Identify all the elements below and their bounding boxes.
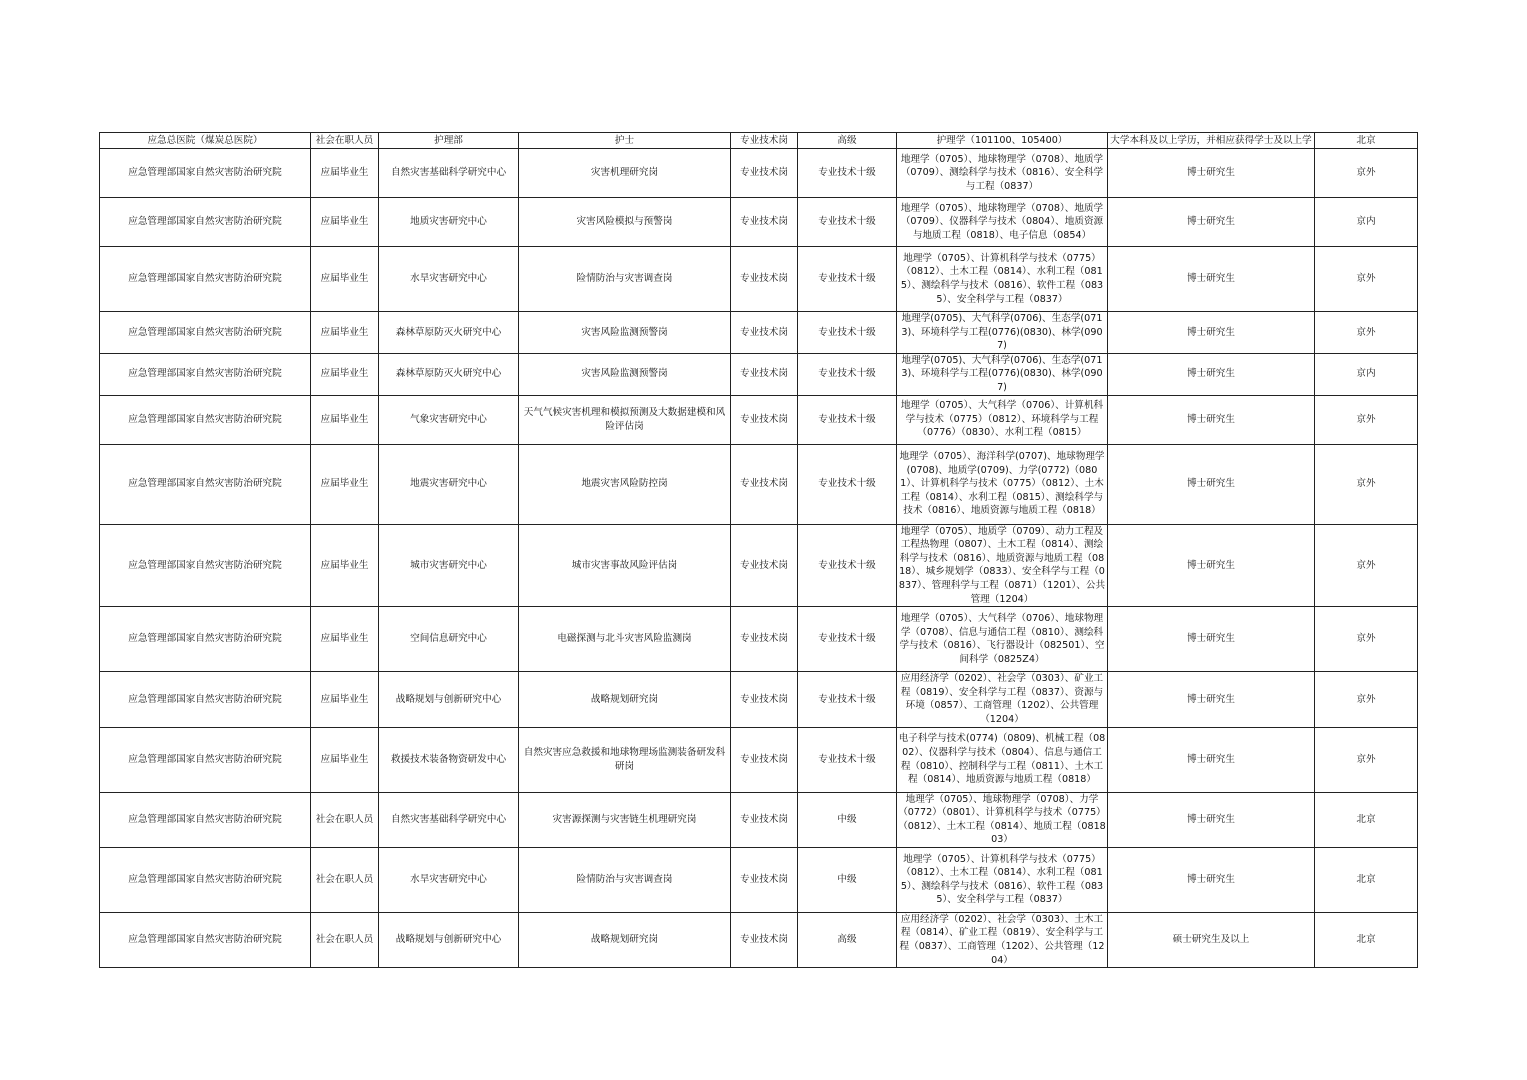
cell-post-category: 专业技术岗 bbox=[731, 912, 798, 967]
cell-education: 博士研究生 bbox=[1108, 198, 1315, 247]
cell-major: 地理学（0705）、大气科学（0706）、计算机科学与技术（0775）（0812）、环境科学与工程（0776）（0830）、水利工程（0815） bbox=[897, 395, 1108, 444]
cell-department: 地质灾害研究中心 bbox=[379, 198, 519, 247]
cell-education: 博士研究生 bbox=[1108, 149, 1315, 198]
cell-position: 电磁探测与北斗灾害风险监测岗 bbox=[519, 607, 731, 672]
cell-location: 北京 bbox=[1315, 133, 1418, 149]
cell-education: 博士研究生 bbox=[1108, 672, 1315, 727]
cell-department: 自然灾害基础科学研究中心 bbox=[379, 149, 519, 198]
cell-candidate-type: 应届毕业生 bbox=[311, 607, 379, 672]
cell-unit: 应急管理部国家自然灾害防治研究院 bbox=[100, 672, 311, 727]
cell-post-category: 专业技术岗 bbox=[731, 524, 798, 607]
cell-candidate-type: 应届毕业生 bbox=[311, 524, 379, 607]
table-row bbox=[100, 607, 1418, 672]
cell-department: 水旱灾害研究中心 bbox=[379, 847, 519, 912]
cell-candidate-type: 应届毕业生 bbox=[311, 312, 379, 354]
cell-major: 地理学（0705）、地球物理学（0708）、地质学（0709）、仪器科学与技术（0804）、地质资源与地质工程（0818）、电子信息（0854） bbox=[897, 198, 1108, 247]
cell-post-category: 专业技术岗 bbox=[731, 312, 798, 354]
cell-candidate-type: 应届毕业生 bbox=[311, 395, 379, 444]
cell-location: 京外 bbox=[1315, 524, 1418, 607]
cell-major: 地理学(0705)、大气科学(0706)、生态学(0713)、环境科学与工程(0776)(0830)、林学(0907) bbox=[897, 312, 1108, 354]
table-row bbox=[100, 792, 1418, 847]
cell-position: 灾害风险监测预警岗 bbox=[519, 312, 731, 354]
cell-major: 应用经济学（0202）、社会学（0303）、土木工程（0814）、矿业工程（0819）、安全科学与工程（0837）、工商管理（1202）、公共管理（1204） bbox=[897, 912, 1108, 967]
table-row bbox=[100, 847, 1418, 912]
cell-education: 大学本科及以上学历，并相应获得学士及以上学 bbox=[1108, 133, 1315, 149]
table-row bbox=[100, 149, 1418, 198]
cell-major: 地理学（0705）、海洋科学(0707)、地球物理学(0708)、地质学(0709)、力学(0772)（0801）、计算机科学与技术（0775）（0812）、土木工程（0814）、水利工程（0815）、测绘科学与技术（0816）、地质资源与地质工程（0818） bbox=[897, 444, 1108, 524]
table-row bbox=[100, 247, 1418, 312]
cell-post-level: 专业技术十级 bbox=[798, 672, 897, 727]
cell-unit: 应急管理部国家自然灾害防治研究院 bbox=[100, 607, 311, 672]
cell-candidate-type: 应届毕业生 bbox=[311, 149, 379, 198]
cell-position: 自然灾害应急救援和地球物理场监测装备研发科研岗 bbox=[519, 727, 731, 792]
cell-position: 地震灾害风险防控岗 bbox=[519, 444, 731, 524]
cell-post-category: 专业技术岗 bbox=[731, 847, 798, 912]
cell-post-category: 专业技术岗 bbox=[731, 198, 798, 247]
cell-major: 护理学（101100、105400） bbox=[897, 133, 1108, 149]
cell-candidate-type: 社会在职人员 bbox=[311, 847, 379, 912]
cell-post-level: 高级 bbox=[798, 912, 897, 967]
cell-major: 地理学（0705）、地球物理学（0708）、力学（0772）（0801）、计算机科学与技术（0775）（0812）、土木工程（0814）、地质工程（081803） bbox=[897, 792, 1108, 847]
cell-unit: 应急管理部国家自然灾害防治研究院 bbox=[100, 444, 311, 524]
cell-post-category: 专业技术岗 bbox=[731, 247, 798, 312]
table-row bbox=[100, 444, 1418, 524]
cell-department: 救援技术装备物资研发中心 bbox=[379, 727, 519, 792]
cell-post-level: 专业技术十级 bbox=[798, 607, 897, 672]
cell-department: 护理部 bbox=[379, 133, 519, 149]
cell-post-category: 专业技术岗 bbox=[731, 672, 798, 727]
cell-position: 战略规划研究岗 bbox=[519, 912, 731, 967]
cell-education: 博士研究生 bbox=[1108, 727, 1315, 792]
cell-post-category: 专业技术岗 bbox=[731, 444, 798, 524]
cell-location: 北京 bbox=[1315, 792, 1418, 847]
cell-position: 灾害风险模拟与预警岗 bbox=[519, 198, 731, 247]
cell-unit: 应急管理部国家自然灾害防治研究院 bbox=[100, 312, 311, 354]
table-row bbox=[100, 912, 1418, 967]
cell-education: 博士研究生 bbox=[1108, 607, 1315, 672]
cell-post-level: 专业技术十级 bbox=[798, 395, 897, 444]
cell-candidate-type: 应届毕业生 bbox=[311, 198, 379, 247]
cell-post-category: 专业技术岗 bbox=[731, 133, 798, 149]
cell-unit: 应急管理部国家自然灾害防治研究院 bbox=[100, 353, 311, 395]
cell-location: 京外 bbox=[1315, 312, 1418, 354]
cell-location: 京外 bbox=[1315, 672, 1418, 727]
cell-position: 护士 bbox=[519, 133, 731, 149]
cell-department: 自然灾害基础科学研究中心 bbox=[379, 792, 519, 847]
cell-candidate-type: 社会在职人员 bbox=[311, 792, 379, 847]
cell-location: 京内 bbox=[1315, 198, 1418, 247]
cell-candidate-type: 应届毕业生 bbox=[311, 727, 379, 792]
cell-unit: 应急管理部国家自然灾害防治研究院 bbox=[100, 912, 311, 967]
cell-post-category: 专业技术岗 bbox=[731, 792, 798, 847]
cell-candidate-type: 应届毕业生 bbox=[311, 444, 379, 524]
table-body bbox=[100, 133, 1418, 968]
cell-unit: 应急管理部国家自然灾害防治研究院 bbox=[100, 395, 311, 444]
cell-position: 城市灾害事故风险评估岗 bbox=[519, 524, 731, 607]
cell-location: 京外 bbox=[1315, 727, 1418, 792]
cell-major: 应用经济学（0202）、社会学（0303）、矿业工程（0819）、安全科学与工程（0837）、资源与环境（0857）、工商管理（1202）、公共管理（1204） bbox=[897, 672, 1108, 727]
cell-department: 森林草原防灭火研究中心 bbox=[379, 312, 519, 354]
cell-position: 灾害风险监测预警岗 bbox=[519, 353, 731, 395]
cell-post-level: 专业技术十级 bbox=[798, 247, 897, 312]
cell-candidate-type: 应届毕业生 bbox=[311, 353, 379, 395]
cell-position: 灾害源探测与灾害链生机理研究岗 bbox=[519, 792, 731, 847]
cell-major: 地理学（0705）、计算机科学与技术（0775）（0812）、土木工程（0814）、水利工程（0815）、测绘科学与技术（0816）、软件工程（0835）、安全科学与工程（0837） bbox=[897, 247, 1108, 312]
cell-post-level: 专业技术十级 bbox=[798, 312, 897, 354]
cell-location: 北京 bbox=[1315, 847, 1418, 912]
cell-unit: 应急管理部国家自然灾害防治研究院 bbox=[100, 247, 311, 312]
cell-unit: 应急管理部国家自然灾害防治研究院 bbox=[100, 847, 311, 912]
cell-major: 地理学（0705）、地球物理学（0708）、地质学（0709）、测绘科学与技术（0816）、安全科学与工程（0837） bbox=[897, 149, 1108, 198]
cell-post-level: 专业技术十级 bbox=[798, 727, 897, 792]
cell-candidate-type: 社会在职人员 bbox=[311, 912, 379, 967]
cell-education: 博士研究生 bbox=[1108, 792, 1315, 847]
cell-department: 战略规划与创新研究中心 bbox=[379, 912, 519, 967]
table-row bbox=[100, 133, 1418, 149]
cell-location: 京外 bbox=[1315, 444, 1418, 524]
cell-post-category: 专业技术岗 bbox=[731, 353, 798, 395]
cell-post-category: 专业技术岗 bbox=[731, 395, 798, 444]
cell-candidate-type: 社会在职人员 bbox=[311, 133, 379, 149]
cell-department: 空间信息研究中心 bbox=[379, 607, 519, 672]
cell-major: 地理学（0705）、大气科学（0706）、地球物理学（0708）、信息与通信工程（0810）、测绘科学与技术（0816）、飞行器设计（082501）、空间科学（0825Z4） bbox=[897, 607, 1108, 672]
cell-education: 博士研究生 bbox=[1108, 353, 1315, 395]
cell-major: 地理学（0705）、计算机科学与技术（0775）（0812）、土木工程（0814）、水利工程（0815）、测绘科学与技术（0816）、软件工程（0835）、安全科学与工程（0837） bbox=[897, 847, 1108, 912]
cell-position: 战略规划研究岗 bbox=[519, 672, 731, 727]
table-row bbox=[100, 672, 1418, 727]
cell-post-level: 高级 bbox=[798, 133, 897, 149]
cell-position: 险情防治与灾害调查岗 bbox=[519, 847, 731, 912]
cell-major: 地理学(0705)、大气科学(0706)、生态学(0713)、环境科学与工程(0776)(0830)、林学(0907) bbox=[897, 353, 1108, 395]
cell-department: 战略规划与创新研究中心 bbox=[379, 672, 519, 727]
cell-department: 城市灾害研究中心 bbox=[379, 524, 519, 607]
cell-location: 京外 bbox=[1315, 247, 1418, 312]
cell-unit: 应急总医院（煤炭总医院） bbox=[100, 133, 311, 149]
table-row bbox=[100, 353, 1418, 395]
cell-education: 博士研究生 bbox=[1108, 524, 1315, 607]
cell-education: 博士研究生 bbox=[1108, 395, 1315, 444]
cell-post-level: 专业技术十级 bbox=[798, 524, 897, 607]
table-row bbox=[100, 727, 1418, 792]
cell-education: 博士研究生 bbox=[1108, 247, 1315, 312]
cell-post-category: 专业技术岗 bbox=[731, 607, 798, 672]
cell-department: 地震灾害研究中心 bbox=[379, 444, 519, 524]
cell-education: 博士研究生 bbox=[1108, 847, 1315, 912]
table-row bbox=[100, 395, 1418, 444]
cell-post-level: 专业技术十级 bbox=[798, 149, 897, 198]
cell-major: 地理学（0705）、地质学（0709）、动力工程及工程热物理（0807）、土木工程（0814）、测绘科学与技术（0816）、地质资源与地质工程（0818）、城乡规划学（0833）、安全科学与工程（0837）、管理科学与工程（0871）（1201）、公共管理（1204） bbox=[897, 524, 1108, 607]
cell-department: 森林草原防灭火研究中心 bbox=[379, 353, 519, 395]
cell-major: 电子科学与技术(0774)（0809)、机械工程（0802）、仪器科学与技术（0804）、信息与通信工程（0810）、控制科学与工程（0811）、土木工程（0814）、地质资源与地质工程（0818） bbox=[897, 727, 1108, 792]
cell-post-level: 中级 bbox=[798, 792, 897, 847]
cell-location: 北京 bbox=[1315, 912, 1418, 967]
table-row bbox=[100, 198, 1418, 247]
cell-location: 京外 bbox=[1315, 395, 1418, 444]
cell-unit: 应急管理部国家自然灾害防治研究院 bbox=[100, 792, 311, 847]
cell-position: 灾害机理研究岗 bbox=[519, 149, 731, 198]
cell-post-level: 专业技术十级 bbox=[798, 353, 897, 395]
table-row bbox=[100, 312, 1418, 354]
cell-position: 险情防治与灾害调查岗 bbox=[519, 247, 731, 312]
cell-post-category: 专业技术岗 bbox=[731, 727, 798, 792]
table-row bbox=[100, 524, 1418, 607]
cell-department: 气象灾害研究中心 bbox=[379, 395, 519, 444]
cell-unit: 应急管理部国家自然灾害防治研究院 bbox=[100, 524, 311, 607]
cell-post-level: 专业技术十级 bbox=[798, 198, 897, 247]
cell-education: 博士研究生 bbox=[1108, 444, 1315, 524]
cell-post-category: 专业技术岗 bbox=[731, 149, 798, 198]
cell-unit: 应急管理部国家自然灾害防治研究院 bbox=[100, 198, 311, 247]
cell-department: 水旱灾害研究中心 bbox=[379, 247, 519, 312]
cell-candidate-type: 应届毕业生 bbox=[311, 672, 379, 727]
cell-unit: 应急管理部国家自然灾害防治研究院 bbox=[100, 727, 311, 792]
cell-post-level: 专业技术十级 bbox=[798, 444, 897, 524]
cell-post-level: 中级 bbox=[798, 847, 897, 912]
recruitment-table bbox=[99, 132, 1418, 968]
cell-position: 天气气候灾害机理和模拟预测及大数据建模和风险评估岗 bbox=[519, 395, 731, 444]
cell-education: 博士研究生 bbox=[1108, 312, 1315, 354]
cell-location: 京外 bbox=[1315, 149, 1418, 198]
cell-location: 京外 bbox=[1315, 607, 1418, 672]
cell-unit: 应急管理部国家自然灾害防治研究院 bbox=[100, 149, 311, 198]
cell-education: 硕士研究生及以上 bbox=[1108, 912, 1315, 967]
cell-candidate-type: 应届毕业生 bbox=[311, 247, 379, 312]
cell-location: 京内 bbox=[1315, 353, 1418, 395]
